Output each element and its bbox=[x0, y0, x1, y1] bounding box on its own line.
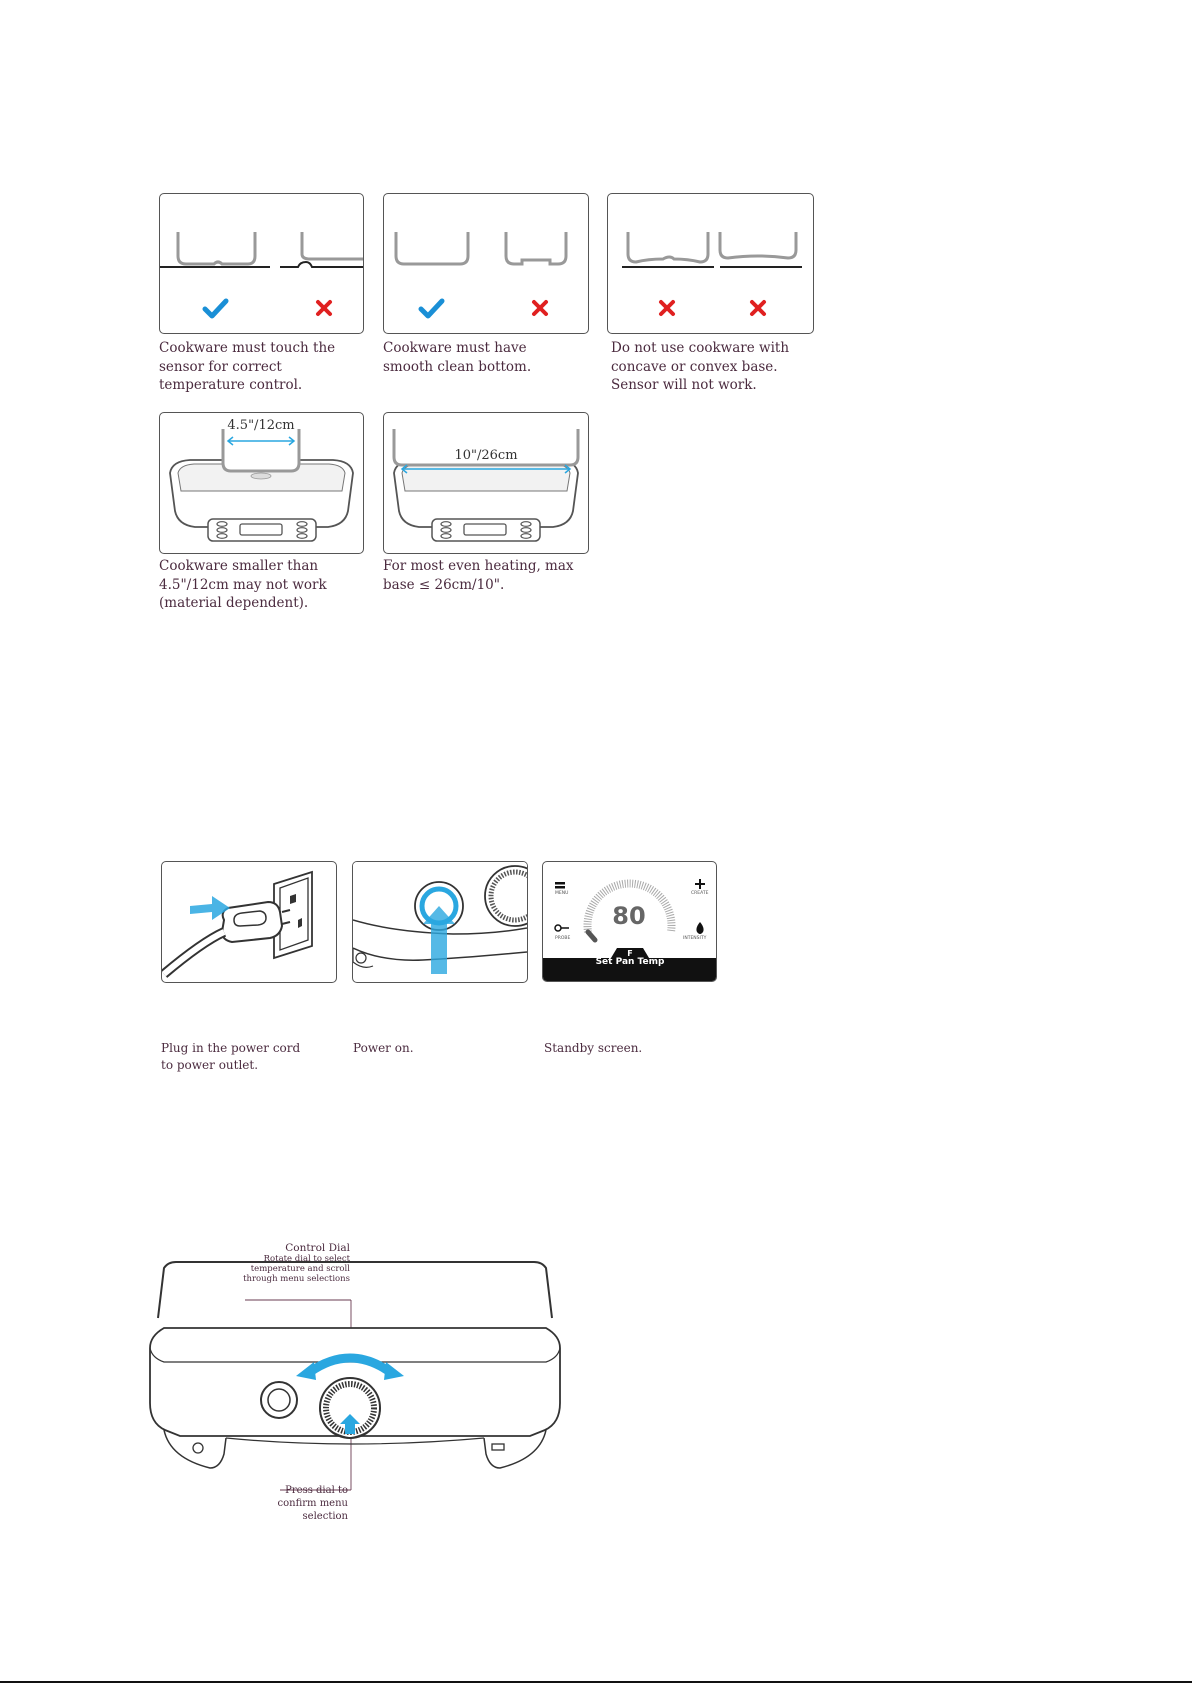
flame-icon bbox=[696, 922, 703, 934]
bottom-rule bbox=[0, 1681, 1192, 1683]
dimension-label: 4.5"/12cm bbox=[227, 418, 295, 433]
intensity-label: INTENSITY bbox=[683, 936, 707, 941]
concave-convex-panel bbox=[607, 193, 814, 334]
press-dial-text: selection bbox=[302, 1511, 348, 1522]
control-dial-desc: through menu selections bbox=[243, 1274, 350, 1284]
unit-label: F bbox=[627, 949, 633, 958]
power-on-panel bbox=[352, 861, 528, 983]
caption-concave-convex: Do not use cookware with concave or convex base. Sensor will not work. bbox=[611, 340, 790, 393]
menu-label: MENU bbox=[555, 891, 569, 896]
set-pan-temp-label: Set Pan Temp bbox=[595, 957, 665, 967]
min-size-panel bbox=[159, 412, 364, 554]
cross-icon bbox=[534, 302, 546, 314]
control-dial-desc: Rotate dial to select bbox=[263, 1254, 350, 1264]
menu-icon bbox=[555, 882, 565, 885]
caption-smooth-bottom: Cookware must have smooth clean bottom. bbox=[383, 340, 532, 375]
cross-icon bbox=[752, 302, 764, 314]
max-size-panel bbox=[383, 412, 589, 554]
cross-icon bbox=[318, 302, 330, 314]
standby-screen-panel bbox=[542, 861, 717, 982]
press-dial-callout bbox=[200, 1484, 348, 1523]
temperature-readout: 80 bbox=[612, 902, 646, 930]
caption-standby: Standby screen. bbox=[544, 1041, 643, 1055]
plus-icon bbox=[695, 879, 705, 889]
caption-power-on: Power on. bbox=[353, 1041, 414, 1055]
create-label: CREATE bbox=[691, 891, 709, 896]
check-icon bbox=[205, 301, 226, 316]
press-dial-text: Press dial to bbox=[285, 1485, 348, 1496]
control-dial-diagram bbox=[140, 1242, 570, 1538]
probe-icon bbox=[555, 925, 569, 931]
control-dial-title: Control Dial bbox=[285, 1242, 350, 1254]
caption-max-size: For most even heating, max base ≤ 26cm/10". bbox=[383, 558, 574, 593]
probe-label: PROBE bbox=[555, 936, 571, 941]
caption-min-size: Cookware smaller than 4.5"/12cm may not work (material dependent). bbox=[159, 558, 327, 611]
press-dial-text: confirm menu bbox=[277, 1498, 348, 1509]
smooth-bottom-panel bbox=[383, 193, 589, 334]
caption-plug-in: Plug in the power cord to power outlet. bbox=[161, 1041, 301, 1072]
dimension-label: 10"/26cm bbox=[454, 448, 518, 463]
control-dial-callout bbox=[200, 1242, 350, 1284]
control-dial-desc: temperature and scroll bbox=[250, 1264, 350, 1274]
plug-in-panel bbox=[161, 861, 337, 983]
cross-icon bbox=[661, 302, 673, 314]
sensor-contact-panel bbox=[159, 193, 364, 334]
check-icon bbox=[421, 301, 442, 316]
caption-sensor-contact: Cookware must touch the sensor for correct temperature control. bbox=[159, 340, 336, 393]
